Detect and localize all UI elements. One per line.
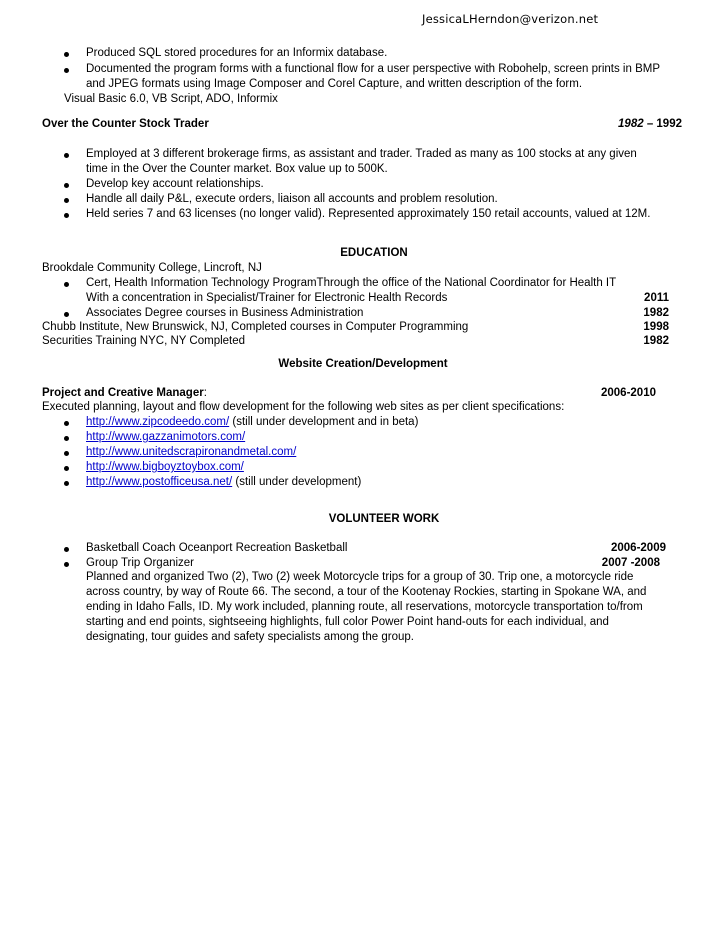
link-item-1 bbox=[86, 415, 418, 430]
edu-cert-line1: Cert, Health Information Technology ProgramThrough the office of the National Coordinator for Health IT bbox=[86, 277, 617, 289]
edu-assoc-year: 1982 bbox=[643, 307, 669, 319]
otc-title: Over the Counter Stock Trader bbox=[42, 118, 209, 130]
bullet-icon bbox=[64, 481, 69, 486]
bullet-icon bbox=[64, 451, 69, 456]
website-role-line bbox=[42, 386, 207, 401]
edu-chubb: Chubb Institute, New Brunswick, NJ, Completed courses in Computer Programming bbox=[42, 321, 469, 333]
edu-cert-year: 2011 bbox=[644, 292, 669, 304]
website-years: 2006-2010 bbox=[601, 387, 656, 399]
bullet-icon bbox=[64, 52, 69, 57]
otc-bullet-1-cont: time in the Over the Counter market. Box value up to 500K. bbox=[86, 163, 388, 175]
website-desc: Executed planning, layout and flow development for the following web sites as per client specifications: bbox=[42, 401, 565, 413]
otc-bullet-4: Held series 7 and 63 licenses (no longer valid). Represented approximately 150 retail accounts, valued at 12M. bbox=[86, 208, 651, 220]
volunteer-desc-2: across country, by way of Route 66. The second, a tour of the Kootenay Rockies, starting in Spokane WA, and bbox=[86, 586, 647, 598]
edu-cert-line2: With a concentration in Specialist/Trainer for Electronic Health Records bbox=[86, 292, 448, 304]
link-note-5: (still under development) bbox=[232, 476, 362, 488]
bullet-icon bbox=[64, 312, 69, 317]
otc-bullet-2: Develop key account relationships. bbox=[86, 178, 264, 190]
header-email: JessicaLHerndon@verizon.net bbox=[422, 12, 599, 26]
edu-college: Brookdale Community College, Lincroft, NJ bbox=[42, 262, 262, 274]
bullet-icon bbox=[64, 68, 69, 73]
edu-securities-year: 1982 bbox=[643, 335, 669, 347]
volunteer-item-1-years: 2006-2009 bbox=[611, 542, 666, 554]
bullet-icon bbox=[64, 183, 69, 188]
volunteer-item-1: Basketball Coach Oceanport Recreation Basketball bbox=[86, 542, 348, 554]
edu-assoc: Associates Degree courses in Business Administration bbox=[86, 307, 364, 319]
bullet-icon bbox=[64, 562, 69, 567]
bullet-icon bbox=[64, 466, 69, 471]
link-item-4 bbox=[86, 460, 244, 475]
intro-bullet-2: Documented the program forms with a functional flow for a user perspective with Robohelp, screen prints in BMP bbox=[86, 63, 660, 75]
link-note-1: (still under development and in beta) bbox=[229, 416, 419, 428]
bullet-icon bbox=[64, 198, 69, 203]
otc-year-start: 1982 bbox=[618, 118, 644, 130]
link-item-3 bbox=[86, 445, 296, 460]
volunteer-desc-5: designating, tour guides and safety specialists among the group. bbox=[86, 631, 414, 643]
bullet-icon bbox=[64, 153, 69, 158]
link-item-5 bbox=[86, 475, 361, 490]
website-link-4[interactable]: http://www.bigboyztoybox.com/ bbox=[86, 461, 244, 473]
volunteer-item-2: Group Trip Organizer bbox=[86, 557, 195, 569]
bullet-icon bbox=[64, 547, 69, 552]
otc-years bbox=[618, 117, 682, 132]
otc-bullet-1: Employed at 3 different brokerage firms, as assistant and trader. Traded as many as 100 stocks at any given bbox=[86, 148, 637, 160]
intro-bullet-2-cont: and JPEG formats using Image Composer and Corel Capture, and written description of the form. bbox=[86, 78, 583, 90]
website-role-colon: : bbox=[203, 387, 207, 399]
intro-tech: Visual Basic 6.0, VB Script, ADO, Informix bbox=[64, 93, 278, 105]
edu-securities: Securities Training NYC, NY Completed bbox=[42, 335, 246, 347]
volunteer-desc-1: Planned and organized Two (2), Two (2) week Motorcycle trips for a group of 30. Trip one, a motorcycle ride bbox=[86, 571, 634, 583]
link-item-2 bbox=[86, 430, 245, 445]
volunteer-heading: VOLUNTEER WORK bbox=[328, 513, 440, 525]
volunteer-desc-4: starting and end points, sightseeing highlights, full color Power Point hand-outs for each individual, and bbox=[86, 616, 609, 628]
otc-year-end: – 1992 bbox=[643, 118, 682, 130]
volunteer-item-2-years: 2007 -2008 bbox=[601, 557, 660, 569]
website-link-5[interactable]: http://www.postofficeusa.net/ bbox=[86, 476, 233, 488]
bullet-icon bbox=[64, 421, 69, 426]
bullet-icon bbox=[64, 436, 69, 441]
bullet-icon bbox=[64, 213, 69, 218]
otc-bullet-3: Handle all daily P&L, execute orders, liaison all accounts and problem resolution. bbox=[86, 193, 498, 205]
bullet-icon bbox=[64, 282, 69, 287]
education-heading: EDUCATION bbox=[340, 247, 408, 259]
edu-chubb-year: 1998 bbox=[643, 321, 669, 333]
website-role: Project and Creative Manager bbox=[42, 387, 204, 399]
volunteer-desc-3: ending in Idaho Falls, ID. My work included, planning route, all reservations, motorcycle transportation to/from bbox=[86, 601, 643, 613]
website-link-1[interactable]: http://www.zipcodeedo.com/ bbox=[86, 416, 230, 428]
intro-bullet-1: Produced SQL stored procedures for an Informix database. bbox=[86, 47, 388, 59]
website-link-3[interactable]: http://www.unitedscrapironandmetal.com/ bbox=[86, 446, 297, 458]
website-heading: Website Creation/Development bbox=[278, 358, 448, 370]
website-link-2[interactable]: http://www.gazzanimotors.com/ bbox=[86, 431, 246, 443]
